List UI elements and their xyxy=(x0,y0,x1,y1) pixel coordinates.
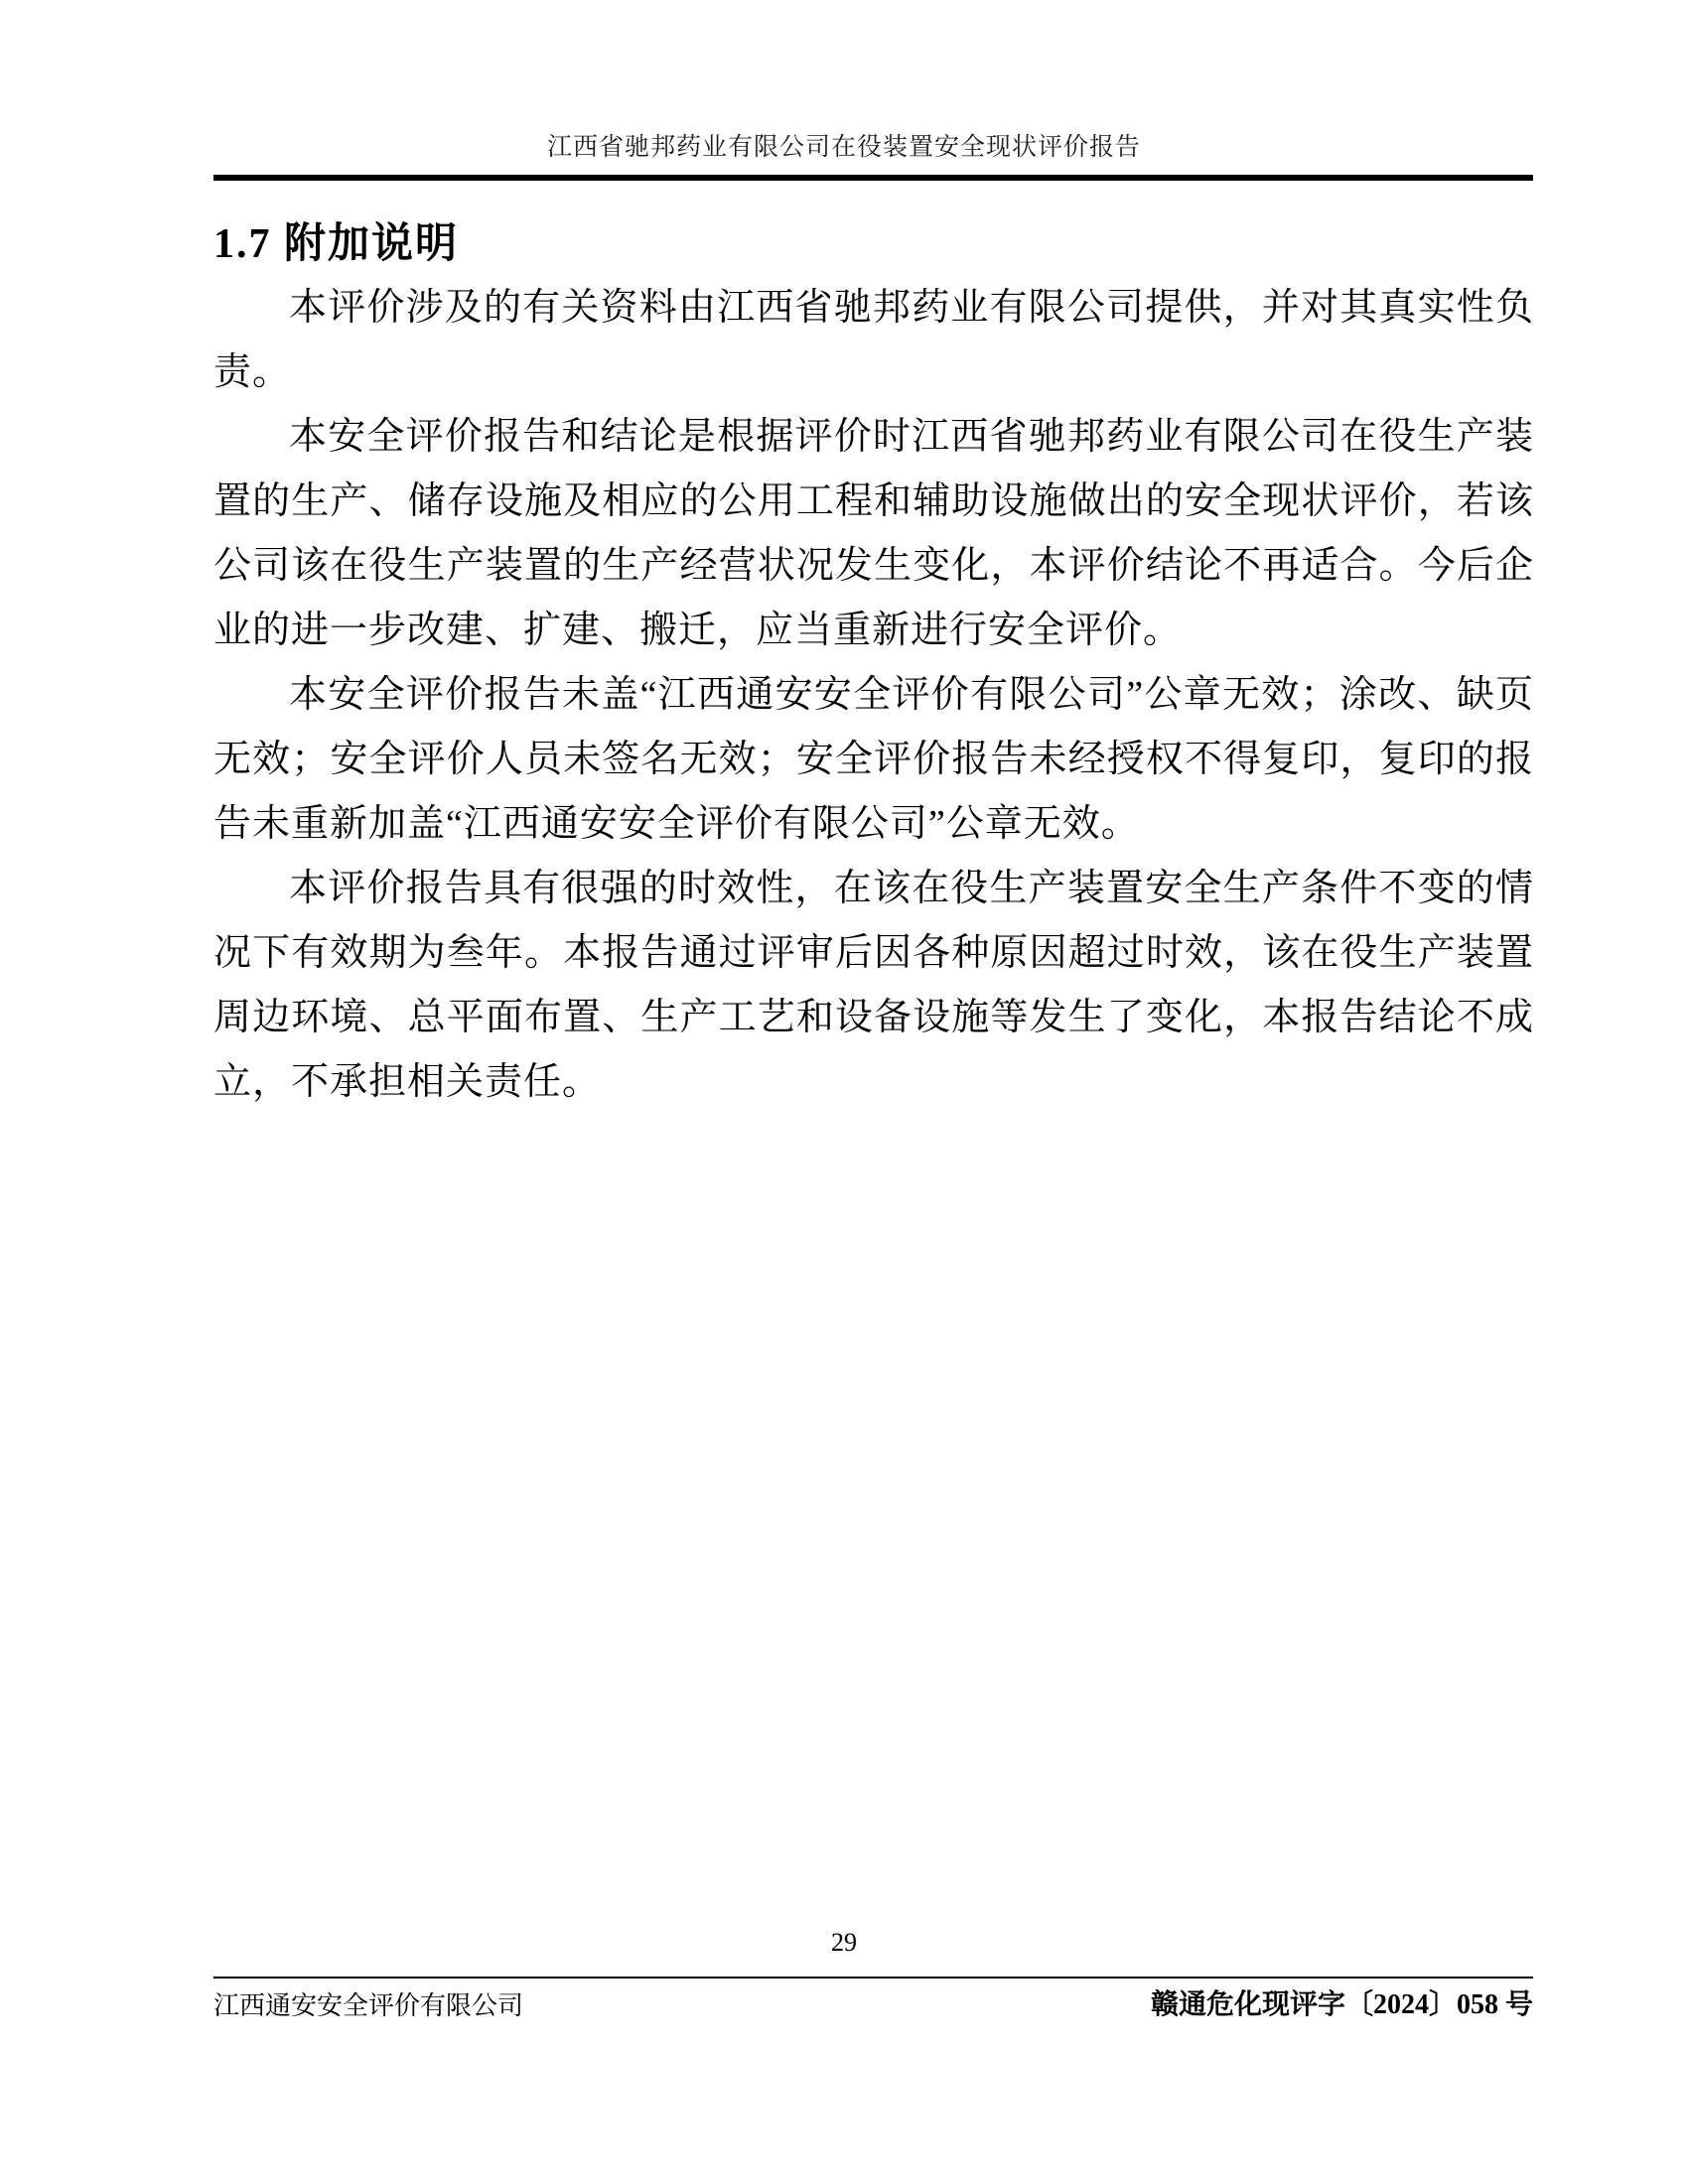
paragraph: 本评价报告具有很强的时效性，在该在役生产装置安全生产条件不变的情况下有效期为叁年。本报告通过评审后因各种原因超过时效，该在役生产装置周边环境、总平面布置、生产工艺和设备设施等发生了变化，本报告结论不成立，不承担相关责任。 xyxy=(213,868,1534,1103)
paragraph: 本安全评价报告和结论是根据评价时江西省驰邦药业有限公司在役生产装置的生产、储存设施及相应的公用工程和辅助设施做出的安全现状评价，若该公司该在役生产装置的生产经营状况发生变化，本评价结论不再适合。今后企业的进一步改建、扩建、搬迁，应当重新进行安全评价。 xyxy=(213,416,1534,651)
footer-divider xyxy=(213,1977,1533,1979)
page-header-title: 江西省驰邦药业有限公司在役装置安全现状评价报告 xyxy=(546,134,1141,161)
paragraph: 本安全评价报告未盖“江西通安安全评价有限公司”公章无效；涂改、缺页无效；安全评价人员未签名无效；安全评价报告未经授权不得复印，复印的报告未重新加盖“江西通安安全评价有限公司”公章无效。 xyxy=(213,674,1534,845)
page-number: 29 xyxy=(831,1928,857,1957)
footer-document-number: 赣通危化现评字〔2024〕058 号 xyxy=(1150,1989,1533,2020)
document-body xyxy=(213,276,1534,1115)
header-divider xyxy=(213,175,1533,181)
paragraph: 本评价涉及的有关资料由江西省驰邦药业有限公司提供，并对其真实性负责。 xyxy=(213,287,1534,393)
footer-company-name: 江西通安安全评价有限公司 xyxy=(213,1991,524,2020)
section-heading: 1.7 附加说明 xyxy=(213,221,460,267)
